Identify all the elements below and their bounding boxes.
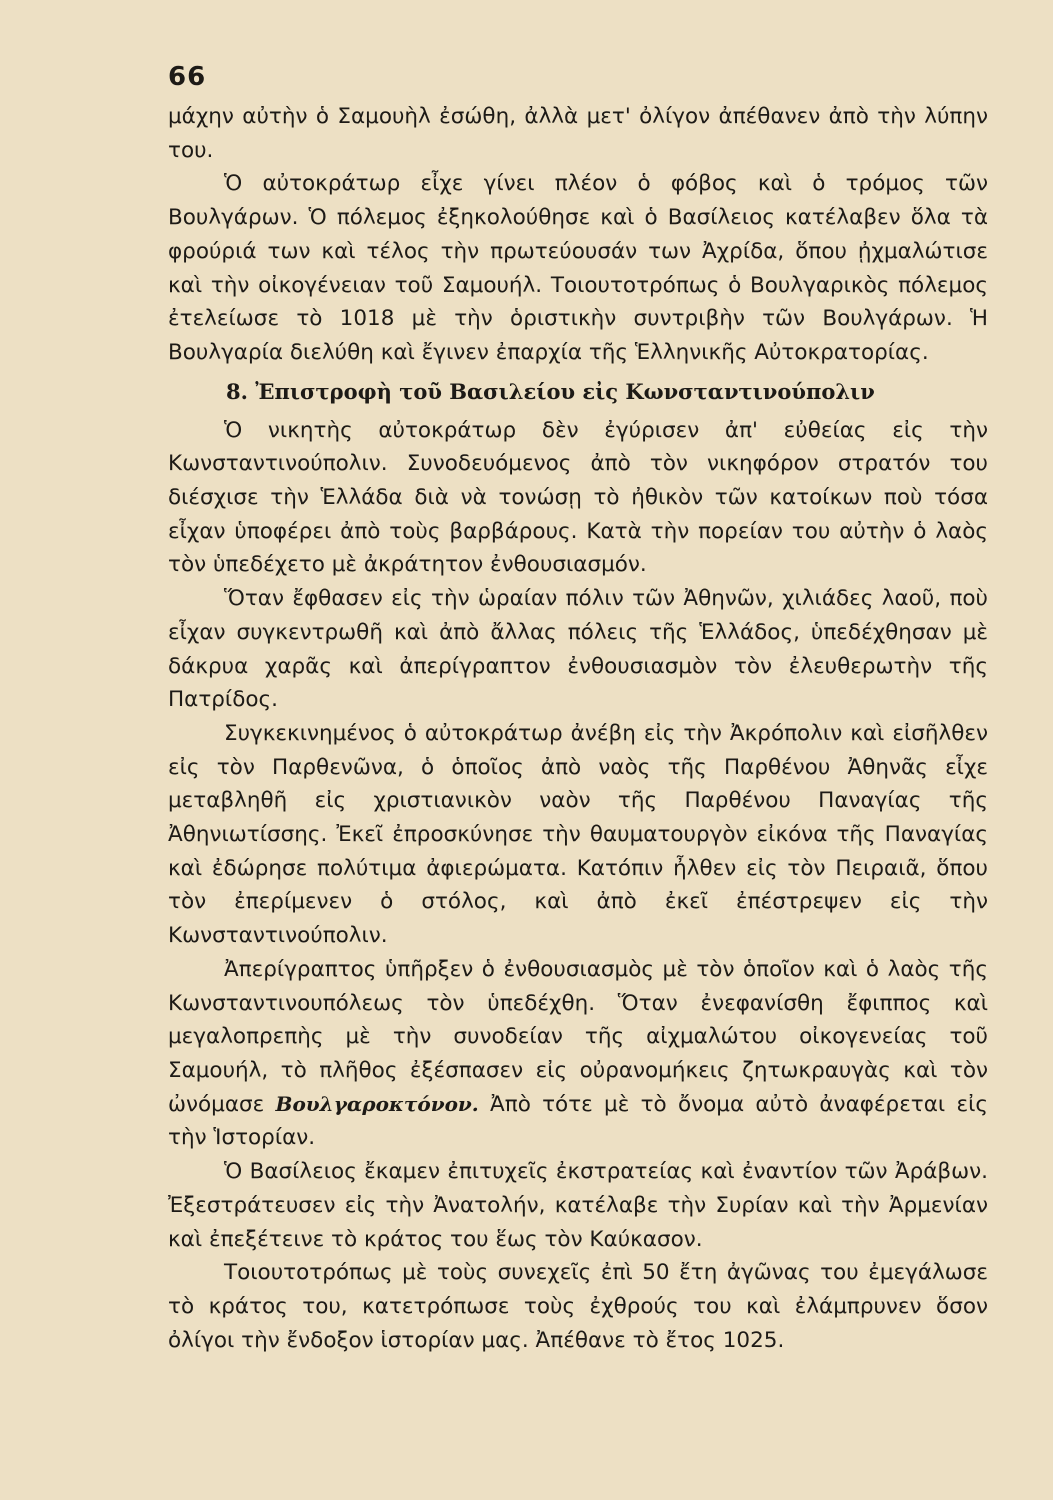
paragraph: μάχην αὐτὴν ὁ Σαμουὴλ ἐσώθη, ἀλλὰ μετ' ὀλίγον ἀπέθανεν ἀπὸ τὴν λύπην του. [168,104,988,163]
section-number: 8. [226,378,248,404]
paragraph: Ὅταν ἔφθασεν εἰς τὴν ὡραίαν πόλιν τῶν Ἀθηνῶν, χιλιάδες λαοῦ, ποὺ εἶχαν συγκεντρωθῆ καὶ ἀπὸ ἄλλας πόλεις τῆς Ἑλλάδος, ὑπεδέχθησαν μὲ δάκρυα χαρᾶς καὶ ἀπερίγραπτον ἐνθουσιασμὸν τὸν ἐλευθερωτὴν τῆς Πατρίδος. [168,586,988,713]
section-title: Ἐπιστροφὴ τοῦ Βασιλείου εἰς Κωνσταντινούπολιν [255,378,875,404]
paragraph [168,953,988,1155]
page-number: 66 [168,62,207,92]
paragraph: Ὁ αὐτοκράτωρ εἶχε γίνει πλέον ὁ φόβος καὶ ὁ τρόμος τῶν Βουλγάρων. Ὁ πόλεμος ἐξηκολούθησε καὶ ὁ Βασίλειος κατέλαβεν ὅλα τὰ φρούριά των καὶ τέλος τὴν πρωτεύουσάν των Ἀχρίδα, ὅπου ᾐχμαλώτισε καὶ τὴν οἰκογένειαν τοῦ Σαμουήλ. Τοιουτοτρόπως ὁ Βουλγαρικὸς πόλεμος ἐτελείωσε τὸ 1018 μὲ τὴν ὁριστικὴν συντριβὴν τῶν Βουλγάρων. Ἡ Βουλγαρία διελύθη καὶ ἔγινεν ἐπαρχία τῆς Ἑλληνικῆς Αὐτοκρατορίας. [168,171,988,365]
section-heading [168,375,988,409]
paragraph: Τοιουτοτρόπως μὲ τοὺς συνεχεῖς ἐπὶ 50 ἔτη ἀγῶνας του ἐμεγάλωσε τὸ κράτος του, κατετρόπωσε τοὺς ἐχθρούς του καὶ ἐλάμπρυνεν ὅσον ὀλίγοι τὴν ἔνδοξον ἱστορίαν μας. Ἀπέθανε τὸ ἔτος 1025. [168,1260,988,1353]
emphasized-epithet: Βουλγαροκτόνον. [275,1091,479,1116]
paragraph-text: Ἀπὸ τότε μὲ τὸ ὄνομα αὐτὸ ἀναφέρεται εἰς τὴν Ἱστορίαν. [168,1091,988,1151]
paragraph-text: Ἀπερίγραπτος ὑπῆρξεν ὁ ἐνθουσιασμὸς μὲ τὸν ὁποῖον καὶ ὁ λαὸς τῆς Κωνσταντινουπόλεως τὸν ὑπεδέχθη. Ὅταν ἐνεφανίσθη ἔφιππος καὶ μεγαλοπρεπὴς μὲ τὴν συνοδείαν τῆς αἰχμαλώτου οἰκογενείας τοῦ Σαμουήλ, τὸ πλῆθος ἐξέσπασεν εἰς οὐρανομήκεις ζητωκραυγὰς καὶ τὸν ὠνόμασε [168,956,988,1117]
paragraph: Ὁ νικητὴς αὐτοκράτωρ δὲν ἐγύρισεν ἀπ' εὐθείας εἰς τὴν Κωνσταντινούπολιν. Συνοδευόμενος ἀπὸ τὸν νικηφόρον στρατόν του διέσχισε τὴν Ἑλλάδα διὰ νὰ τονώσῃ τὸ ἠθικὸν τῶν κατοίκων ποὺ τόσα εἶχαν ὑποφέρει ἀπὸ τοὺς βαρβάρους. Κατὰ τὴν πορείαν του αὐτὴν ὁ λαὸς τὸν ὑπεδέχετο μὲ ἀκράτητον ἐνθουσιασμόν. [168,417,988,578]
paragraph: Ὁ Βασίλειος ἔκαμεν ἐπιτυχεῖς ἐκστρατείας καὶ ἐναντίον τῶν Ἀράβων. Ἐξεστράτευσεν εἰς τὴν Ἀνατολήν, κατέλαβε τὴν Συρίαν καὶ τὴν Ἀρμενίαν καὶ ἐπεξέτεινε τὸ κράτος του ἕως τὸν Καύκασον. [168,1159,988,1252]
text-body [168,100,988,1357]
paragraph: Συγκεκινημένος ὁ αὐτοκράτωρ ἀνέβη εἰς τὴν Ἀκρόπολιν καὶ εἰσῆλθεν εἰς τὸν Παρθενῶνα, ὁ ὁποῖος ἀπὸ ναὸς τῆς Παρθένου Ἀθηνᾶς εἶχε μεταβληθῆ εἰς χριστιανικὸν ναὸν τῆς Παρθένου Παναγίας τῆς Ἀθηνιωτίσσης. Ἐκεῖ ἐπροσκύνησε τὴν θαυματουργὸν εἰκόνα τῆς Παναγίας καὶ ἐδώρησε πολύτιμα ἀφιερώματα. Κατόπιν ἦλθεν εἰς τὸν Πειραιᾶ, ὅπου τὸν ἐπερίμενεν ὁ στόλος, καὶ ἀπὸ ἐκεῖ ἐπέστρεψεν εἰς τὴν Κωνσταντινούπολιν. [168,720,988,949]
